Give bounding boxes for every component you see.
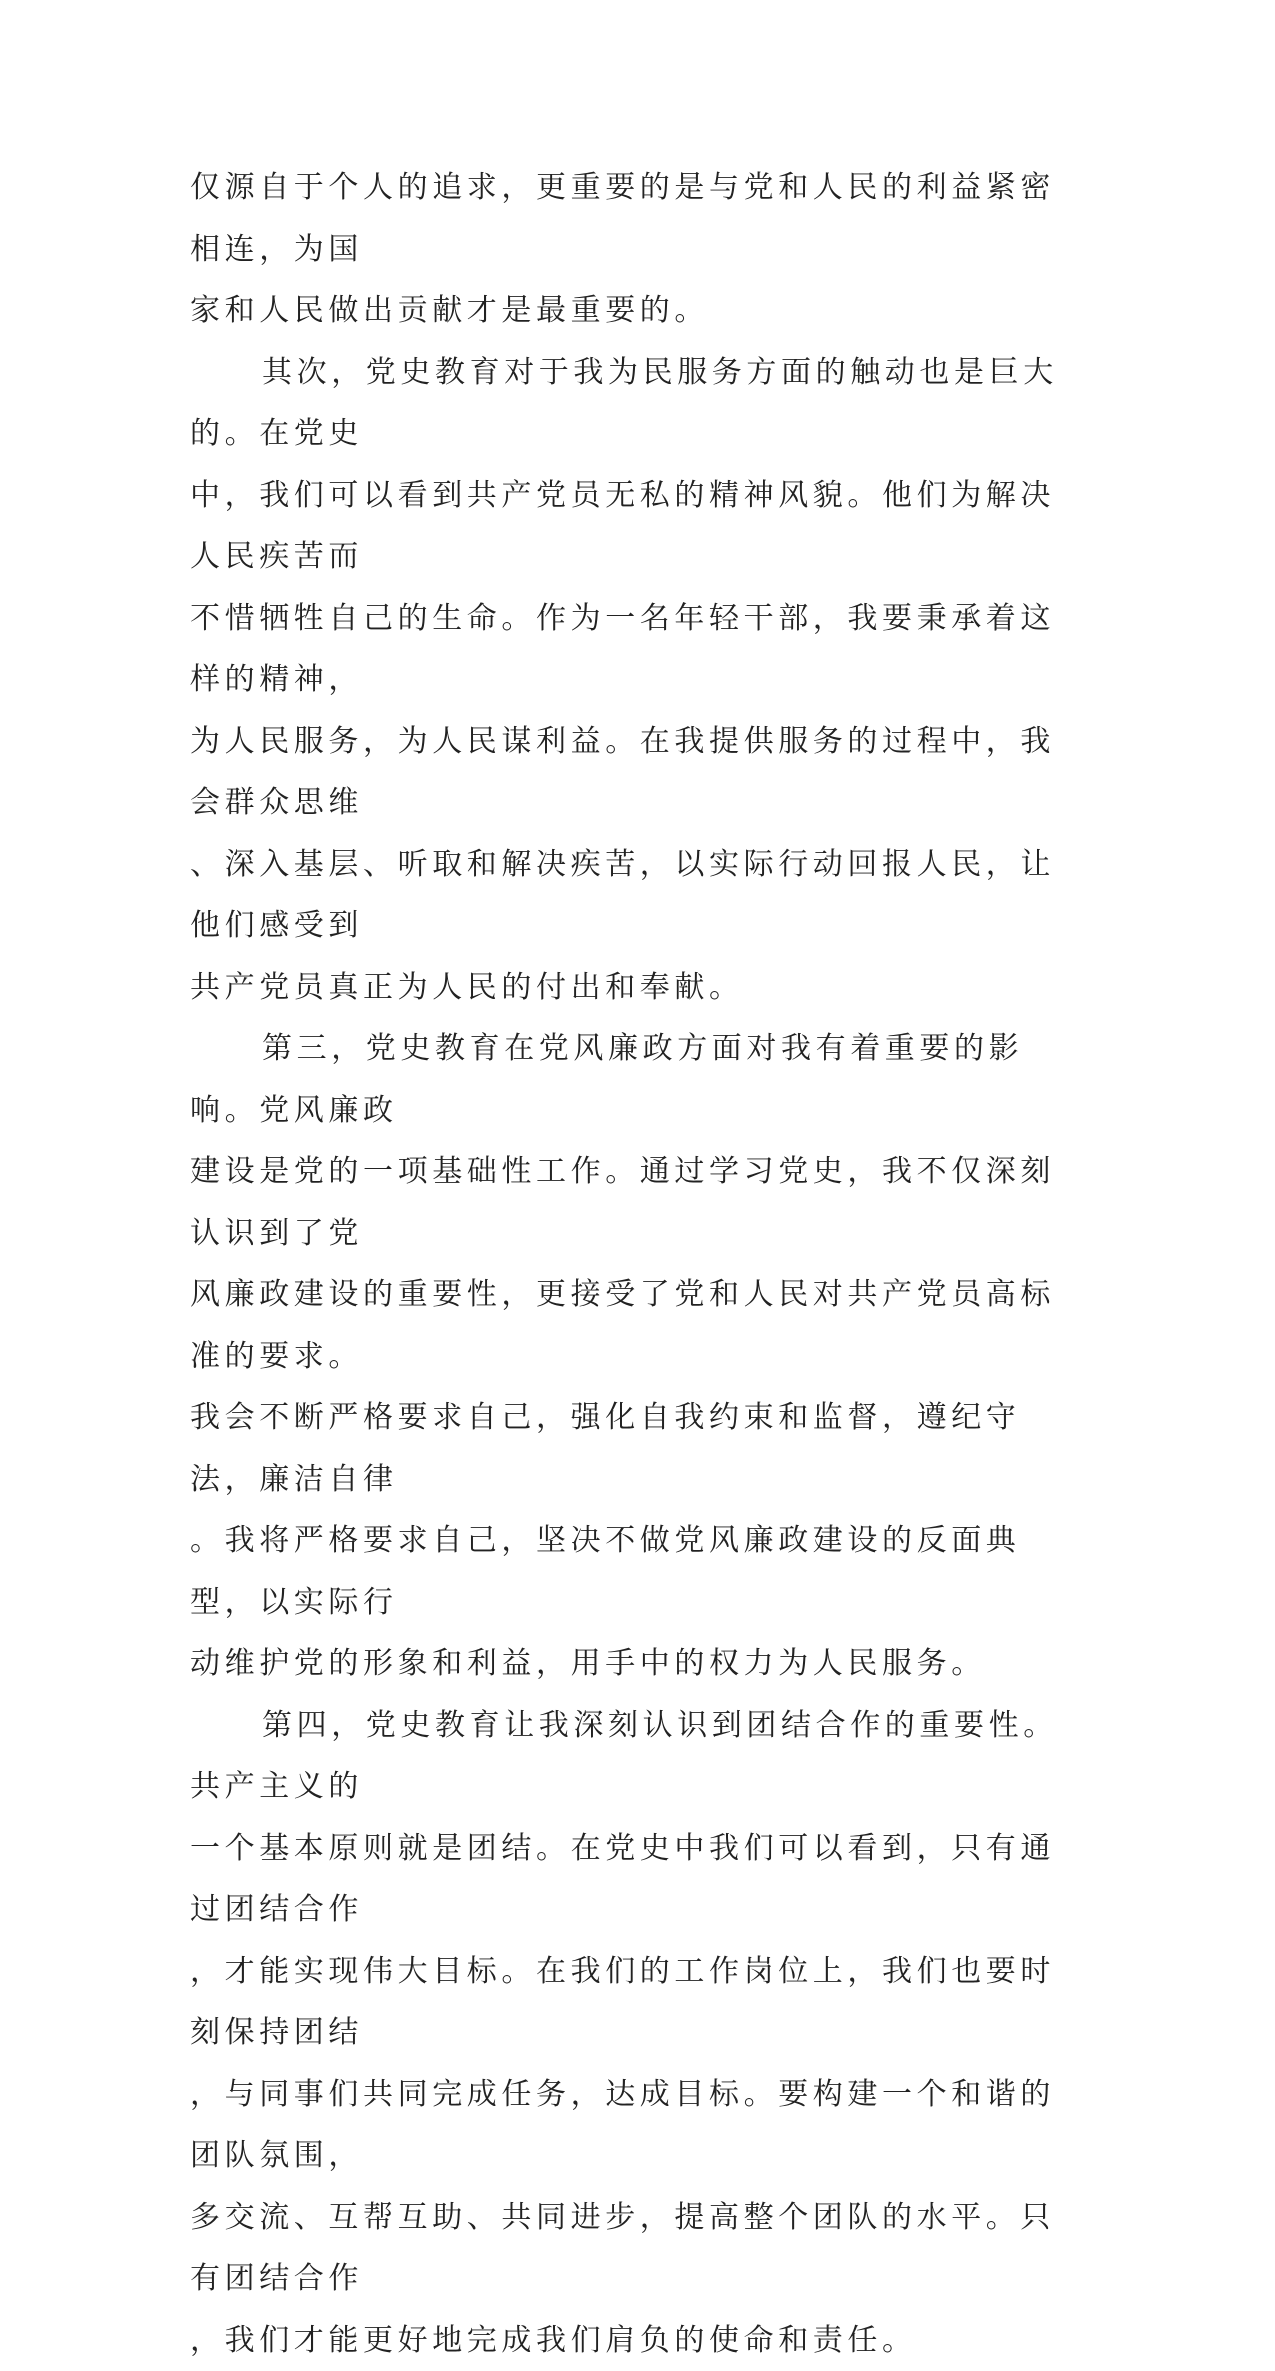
paragraph-integrity: 第三，党史教育在党风廉政方面对我有着重要的影响。党风廉政 建设是党的一项基础性工作。通过学习党史，我不仅深刻认识到了党 风廉政建设的重要性，更接受了党和人民对共产党员高标准的要求。 我会不断严格要求自己，强化自我约束和监督，遵纪守法，廉洁自律 。我将严格要求自己，坚决不做党风廉政建设的反面典型，以实际行 动维护党的形象和利益，用手中的权力为人民服务。 (190, 1018, 1078, 1695)
paragraph-continuation: 仅源自于个人的追求，更重要的是与党和人民的利益紧密相连，为国 家和人民做出贡献才是最重要的。 (190, 157, 1078, 342)
document-body (190, 157, 1078, 2371)
paragraph-service: 其次，党史教育对于我为民服务方面的触动也是巨大的。在党史 中，我们可以看到共产党员无私的精神风貌。他们为解决人民疾苦而 不惜牺牲自己的生命。作为一名年轻干部，我要秉承着这样的精神， 为人民服务，为人民谋利益。在我提供服务的过程中，我会群众思维 、深入基层、听取和解决疾苦，以实际行动回报人民，让他们感受到 共产党员真正为人民的付出和奉献。 (190, 342, 1078, 1019)
paragraph-unity: 第四，党史教育让我深刻认识到团结合作的重要性。共产主义的 一个基本原则就是团结。在党史中我们可以看到，只有通过团结合作 ，才能实现伟大目标。在我们的工作岗位上，我们也要时刻保持团结 ，与同事们共同完成任务，达成目标。要构建一个和谐的团队氛围， 多交流、互帮互助、共同进步，提高整个团队的水平。只有团结合作 ，我们才能更好地完成我们肩负的使命和责任。 (190, 1695, 1078, 2371)
